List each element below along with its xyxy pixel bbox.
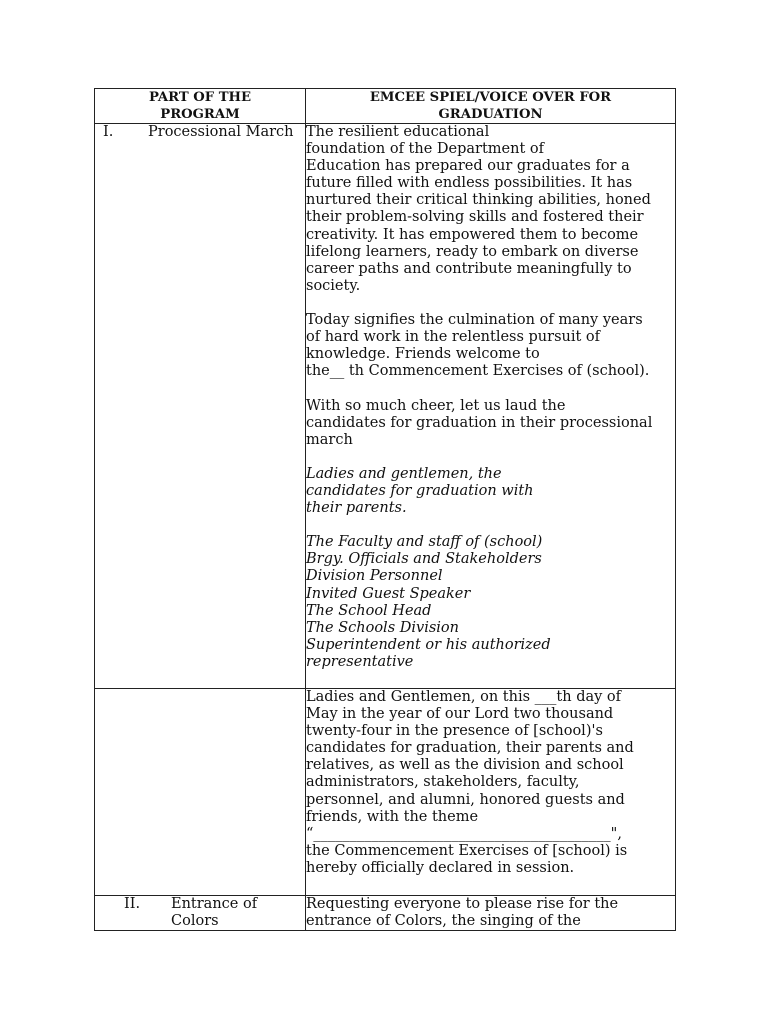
spiel-cell (306, 124, 676, 689)
part-name: Colors (171, 913, 219, 929)
part-name: Entrance of (171, 896, 258, 912)
text-line: The School Head (306, 602, 432, 619)
text-line: candidates for graduation in their processional (306, 414, 653, 431)
text-line: Invited Guest Speaker (306, 585, 471, 602)
program-table (94, 88, 676, 931)
text-line: future filled with endless possibilities. It has (306, 175, 633, 192)
text-line: relatives, as well as the division and school (306, 757, 624, 774)
text-line: personnel, and alumni, honored guests and (306, 791, 625, 808)
paragraph (306, 896, 675, 930)
part-cell (95, 689, 306, 896)
text-line: career paths and contribute meaningfully to (306, 260, 632, 277)
italic-paragraph (306, 466, 675, 517)
text-line: foundation of the Department of (306, 141, 544, 158)
text-line: knowledge. Friends welcome to (306, 346, 540, 363)
part-numeral: II. (124, 896, 141, 912)
text-line: hereby officially declared in session. (306, 859, 575, 876)
paragraph (306, 124, 675, 295)
text-line: Ladies and Gentlemen, on this ___th day of (306, 689, 622, 705)
header-right-line-1: EMCEE SPIEL/VOICE OVER FOR (369, 90, 612, 105)
header-left-line-2: PROGRAM (160, 107, 240, 122)
text-line: Requesting everyone to please rise for the (306, 896, 619, 912)
text-line: twenty-four in the presence of [school)'s (306, 723, 603, 740)
paragraph (306, 689, 675, 877)
text-line: Ladies and gentlemen, the (306, 465, 502, 482)
text-line: Brgy. Officials and Stakeholders (306, 551, 542, 568)
text-line: candidates for graduation with (306, 482, 534, 499)
text-line: march (306, 431, 353, 448)
text-line: Today signifies the culmination of many years (306, 312, 643, 329)
header-emcee-spiel (306, 89, 676, 124)
part-name: Processional March (148, 124, 294, 140)
text-line: entrance of Colors, the singing of the (306, 913, 581, 930)
paragraph-gap (306, 517, 675, 534)
text-line: their problem-solving skills and fostered their (306, 209, 644, 226)
header-row (95, 89, 676, 124)
text-line: Education has prepared our graduates for a (306, 158, 630, 175)
text-line: the__ th Commencement Exercises of (school). (306, 363, 650, 380)
text-line: The Schools Division (306, 619, 459, 636)
text-line: the Commencement Exercises of [school) is (306, 842, 628, 859)
text-line: lifelong learners, ready to embark on diverse (306, 243, 639, 260)
spiel-cell (306, 896, 676, 931)
text-line: administrators, stakeholders, faculty, (306, 774, 580, 791)
text-line: of hard work in the relentless pursuit of (306, 329, 601, 346)
part-numeral: I. (103, 124, 114, 140)
text-line: “_________________________________________", (306, 825, 622, 842)
header-left-line-1: PART OF THE (148, 90, 252, 105)
paragraph (306, 312, 675, 380)
table-row (95, 689, 676, 896)
text-line: friends, with the theme (306, 808, 479, 825)
text-line: their parents. (306, 500, 407, 517)
text-line: candidates for graduation, their parents and (306, 740, 634, 757)
text-line: creativity. It has empowered them to become (306, 226, 639, 243)
paragraph-gap (306, 380, 675, 397)
text-line: nurtured their critical thinking abilities, honed (306, 192, 651, 209)
paragraph (306, 398, 675, 449)
text-line: With so much cheer, let us laud the (306, 397, 566, 414)
text-line: representative (306, 653, 414, 670)
header-right-line-2: GRADUATION (438, 107, 543, 122)
paragraph-gap (306, 449, 675, 466)
part-cell (95, 124, 306, 689)
header-part-of-program (95, 89, 306, 124)
italic-paragraph (306, 534, 675, 671)
text-line: The resilient educational (306, 124, 490, 140)
text-line: The Faculty and staff of (school) (306, 534, 543, 551)
table-row (95, 124, 676, 689)
spiel-cell (306, 689, 676, 896)
text-line: society. (306, 277, 361, 294)
text-line: Superintendent or his authorized (306, 636, 551, 653)
part-cell (95, 896, 306, 931)
table-row (95, 896, 676, 931)
text-line: May in the year of our Lord two thousand (306, 706, 614, 723)
text-line: Division Personnel (306, 568, 443, 585)
paragraph-gap (306, 295, 675, 312)
